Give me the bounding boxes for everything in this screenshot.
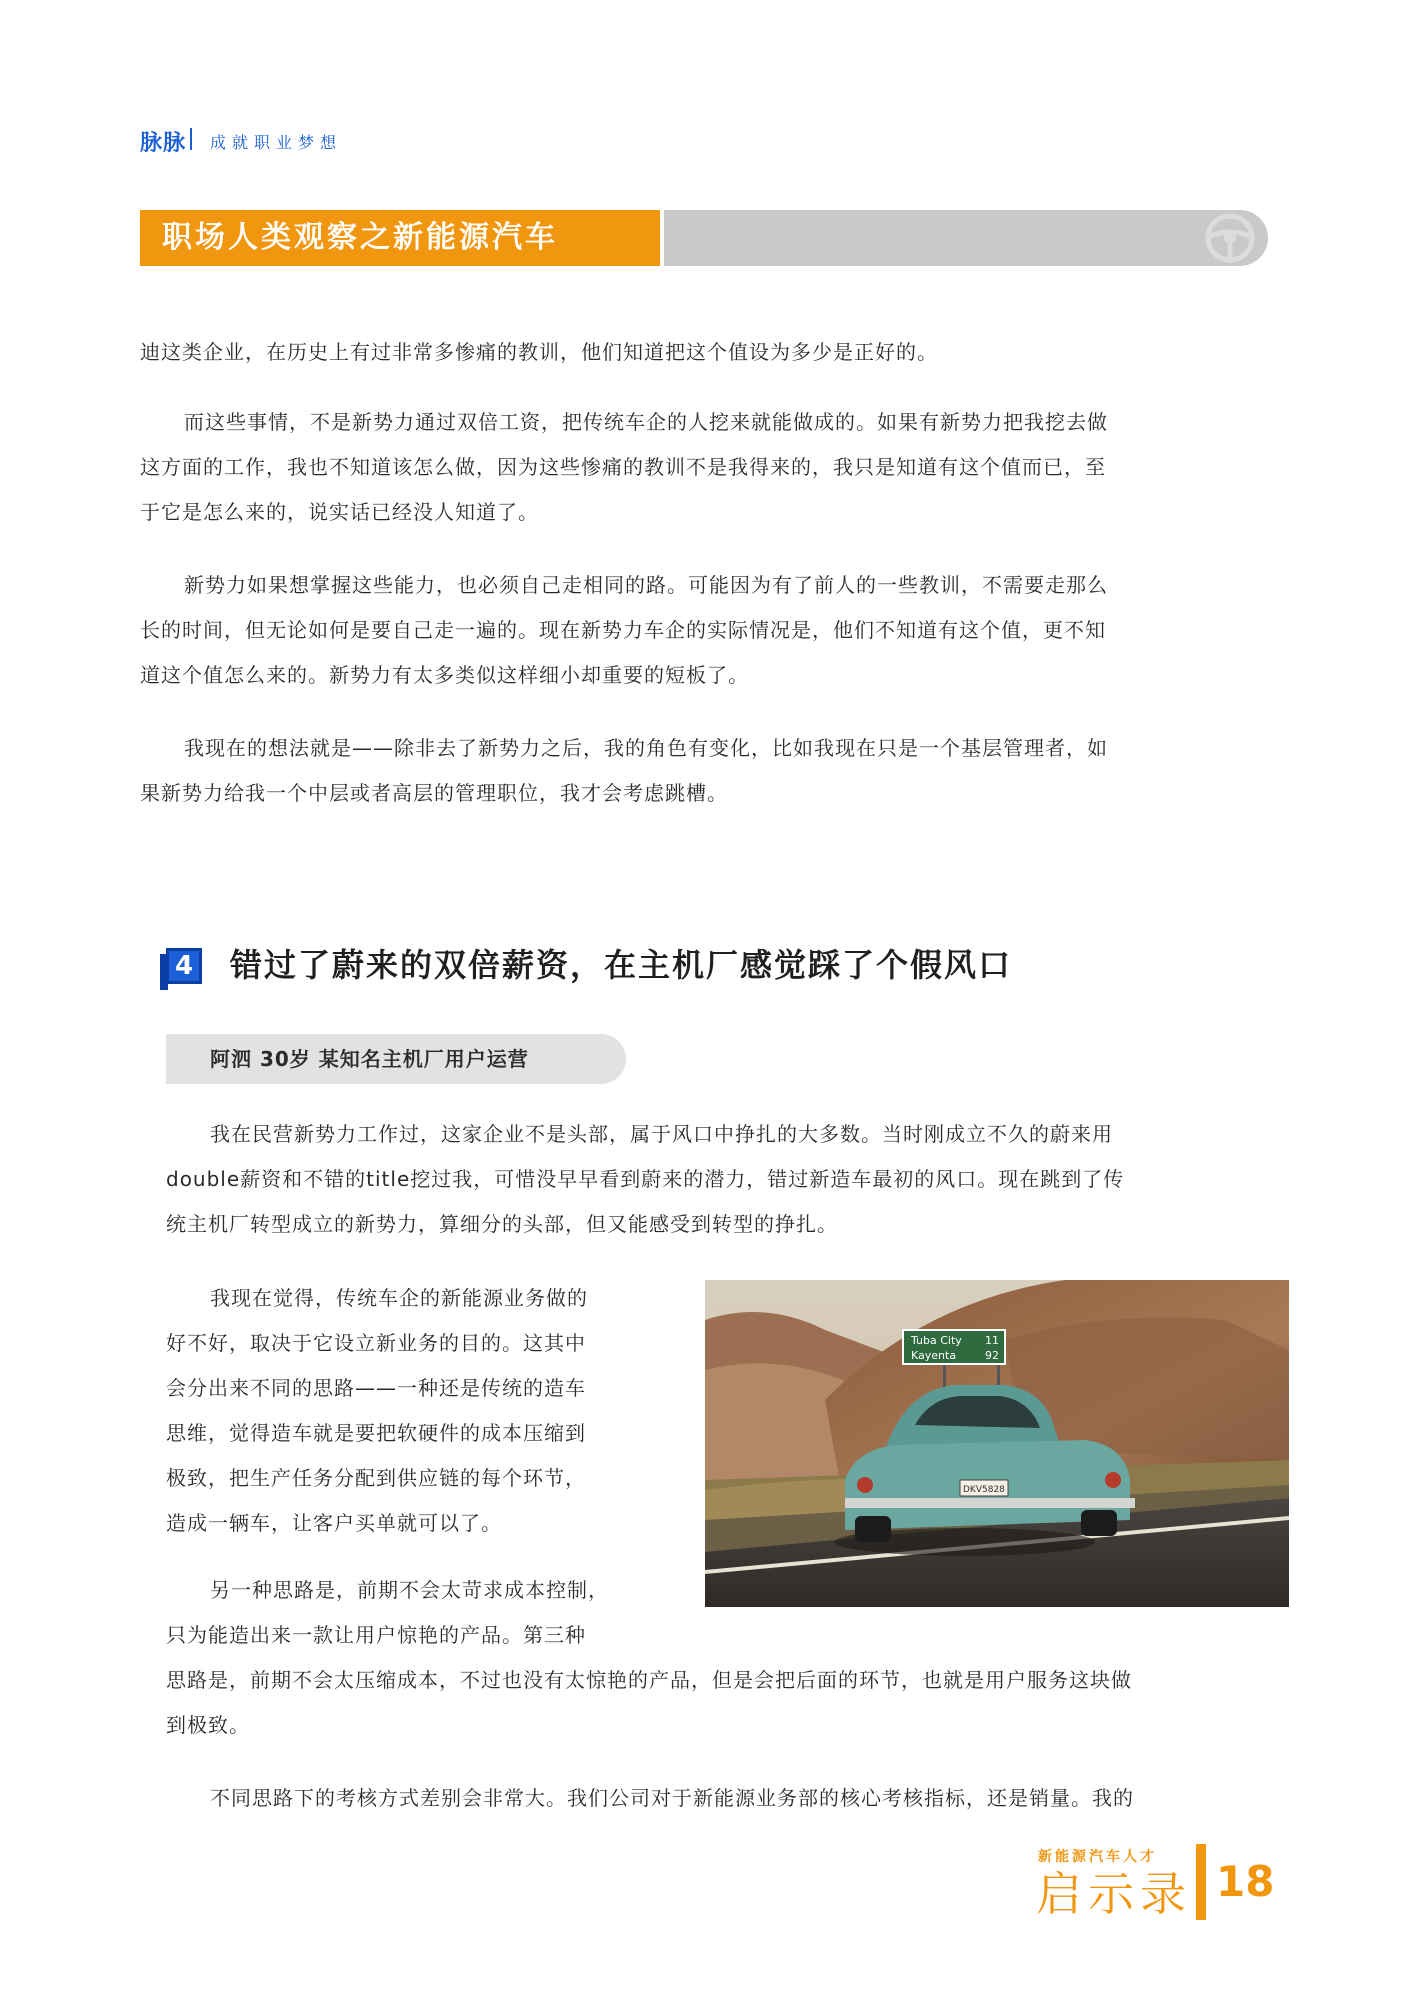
paragraph [140, 726, 1108, 816]
footer-title: 启示录 [1036, 1867, 1192, 1921]
paragraph [140, 400, 1108, 535]
paragraph [166, 1276, 588, 1546]
section-title: 错过了蔚来的双倍薪资，在主机厂感觉踩了个假风口 [230, 946, 1013, 984]
text-line: 会分出来不同的思路——一种还是传统的造车 [166, 1376, 586, 1400]
section-number: 4 [174, 951, 194, 981]
text-line: 到极致。 [166, 1713, 250, 1737]
paragraph [166, 1776, 1134, 1821]
brand-logo: 脉脉 [140, 131, 187, 156]
footer-subtitle: 新能源汽车人才 [1038, 1849, 1157, 1865]
text-line: 道这个值怎么来的。新势力有太多类似这样细小却重要的短板了。 [140, 663, 749, 687]
text-line: 思路是，前期不会太压缩成本，不过也没有太惊艳的产品，但是会把后面的环节，也就是用户服务这块做 [166, 1668, 1132, 1692]
text-line: 另一种思路是，前期不会太苛求成本控制， [210, 1578, 609, 1602]
footer-divider [1196, 1844, 1206, 1920]
text-line: 统主机厂转型成立的新势力，算细分的头部，但又能感受到转型的挣扎。 [166, 1212, 838, 1236]
sign-number-1: 11 [985, 1334, 999, 1347]
text-line: 而这些事情，不是新势力通过双倍工资，把传统车企的人挖来就能做成的。如果有新势力把我挖去做 [184, 410, 1108, 434]
text-line: 极致，把生产任务分配到供应链的每个环节， [166, 1466, 586, 1490]
paragraph [140, 563, 1108, 698]
text-line: 这方面的工作，我也不知道该怎么做，因为这些惨痛的教训不是我得来的，我只是知道有这个值而已，至 [140, 455, 1106, 479]
brand-slogan: 成就职业梦想 [210, 133, 343, 152]
text-line: double薪资和不错的title挖过我，可惜没早早看到蔚来的潜力，错过新造车最初的风口。现在跳到了传 [166, 1167, 1125, 1191]
text-line: 思维，觉得造车就是要把软硬件的成本压缩到 [166, 1421, 586, 1445]
text-line: 新势力如果想掌握这些能力，也必须自己走相同的路。可能因为有了前人的一些教训，不需要走那么 [184, 573, 1108, 597]
paragraph-continuation [140, 330, 938, 375]
text-line: 好不好，取决于它设立新业务的目的。这其中 [166, 1331, 586, 1355]
text-line: 只为能造出来一款让用户惊艳的产品。第三种 [166, 1623, 586, 1647]
text-line: 果新势力给我一个中层或者高层的管理职位，我才会考虑跳槽。 [140, 781, 728, 805]
banner-gray-bar [664, 210, 1268, 266]
text-line: 我现在的想法就是——除非去了新势力之后，我的角色有变化，比如我现在只是一个基层管理者，如 [184, 736, 1108, 760]
paragraph [166, 1112, 1124, 1247]
steering-wheel-icon [1202, 210, 1258, 266]
text-line: 于它是怎么来的，说实话已经没人知道了。 [140, 500, 539, 524]
text-line: 造成一辆车，让客户买单就可以了。 [166, 1511, 502, 1535]
header-divider [190, 128, 192, 150]
sign-text-2: Kayenta [911, 1349, 957, 1362]
text-line: 不同思路下的考核方式差别会非常大。我们公司对于新能源业务部的核心考核指标，还是销量。我的 [210, 1786, 1134, 1810]
vintage-car-photo [705, 1280, 1289, 1607]
text-line: 迪这类企业，在历史上有过非常多惨痛的教训，他们知道把这个值设为多少是正好的。 [140, 340, 938, 364]
page-number: 18 [1216, 1857, 1275, 1906]
banner-title: 职场人类观察之新能源汽车 [162, 220, 558, 255]
license-plate: DKV5828 [963, 1485, 1005, 1495]
sign-text-1: Tuba City [911, 1334, 962, 1347]
profile-label: 阿泗 30岁 某知名主机厂用户运营 [210, 1047, 529, 1071]
text-line: 长的时间，但无论如何是要自己走一遍的。现在新势力车企的实际情况是，他们不知道有这个值，更不知 [140, 618, 1106, 642]
text-line: 我现在觉得，传统车企的新能源业务做的 [210, 1286, 588, 1310]
text-line: 我在民营新势力工作过，这家企业不是头部，属于风口中挣扎的大多数。当时刚成立不久的蔚来用 [210, 1122, 1113, 1146]
sign-number-2: 92 [985, 1349, 999, 1362]
